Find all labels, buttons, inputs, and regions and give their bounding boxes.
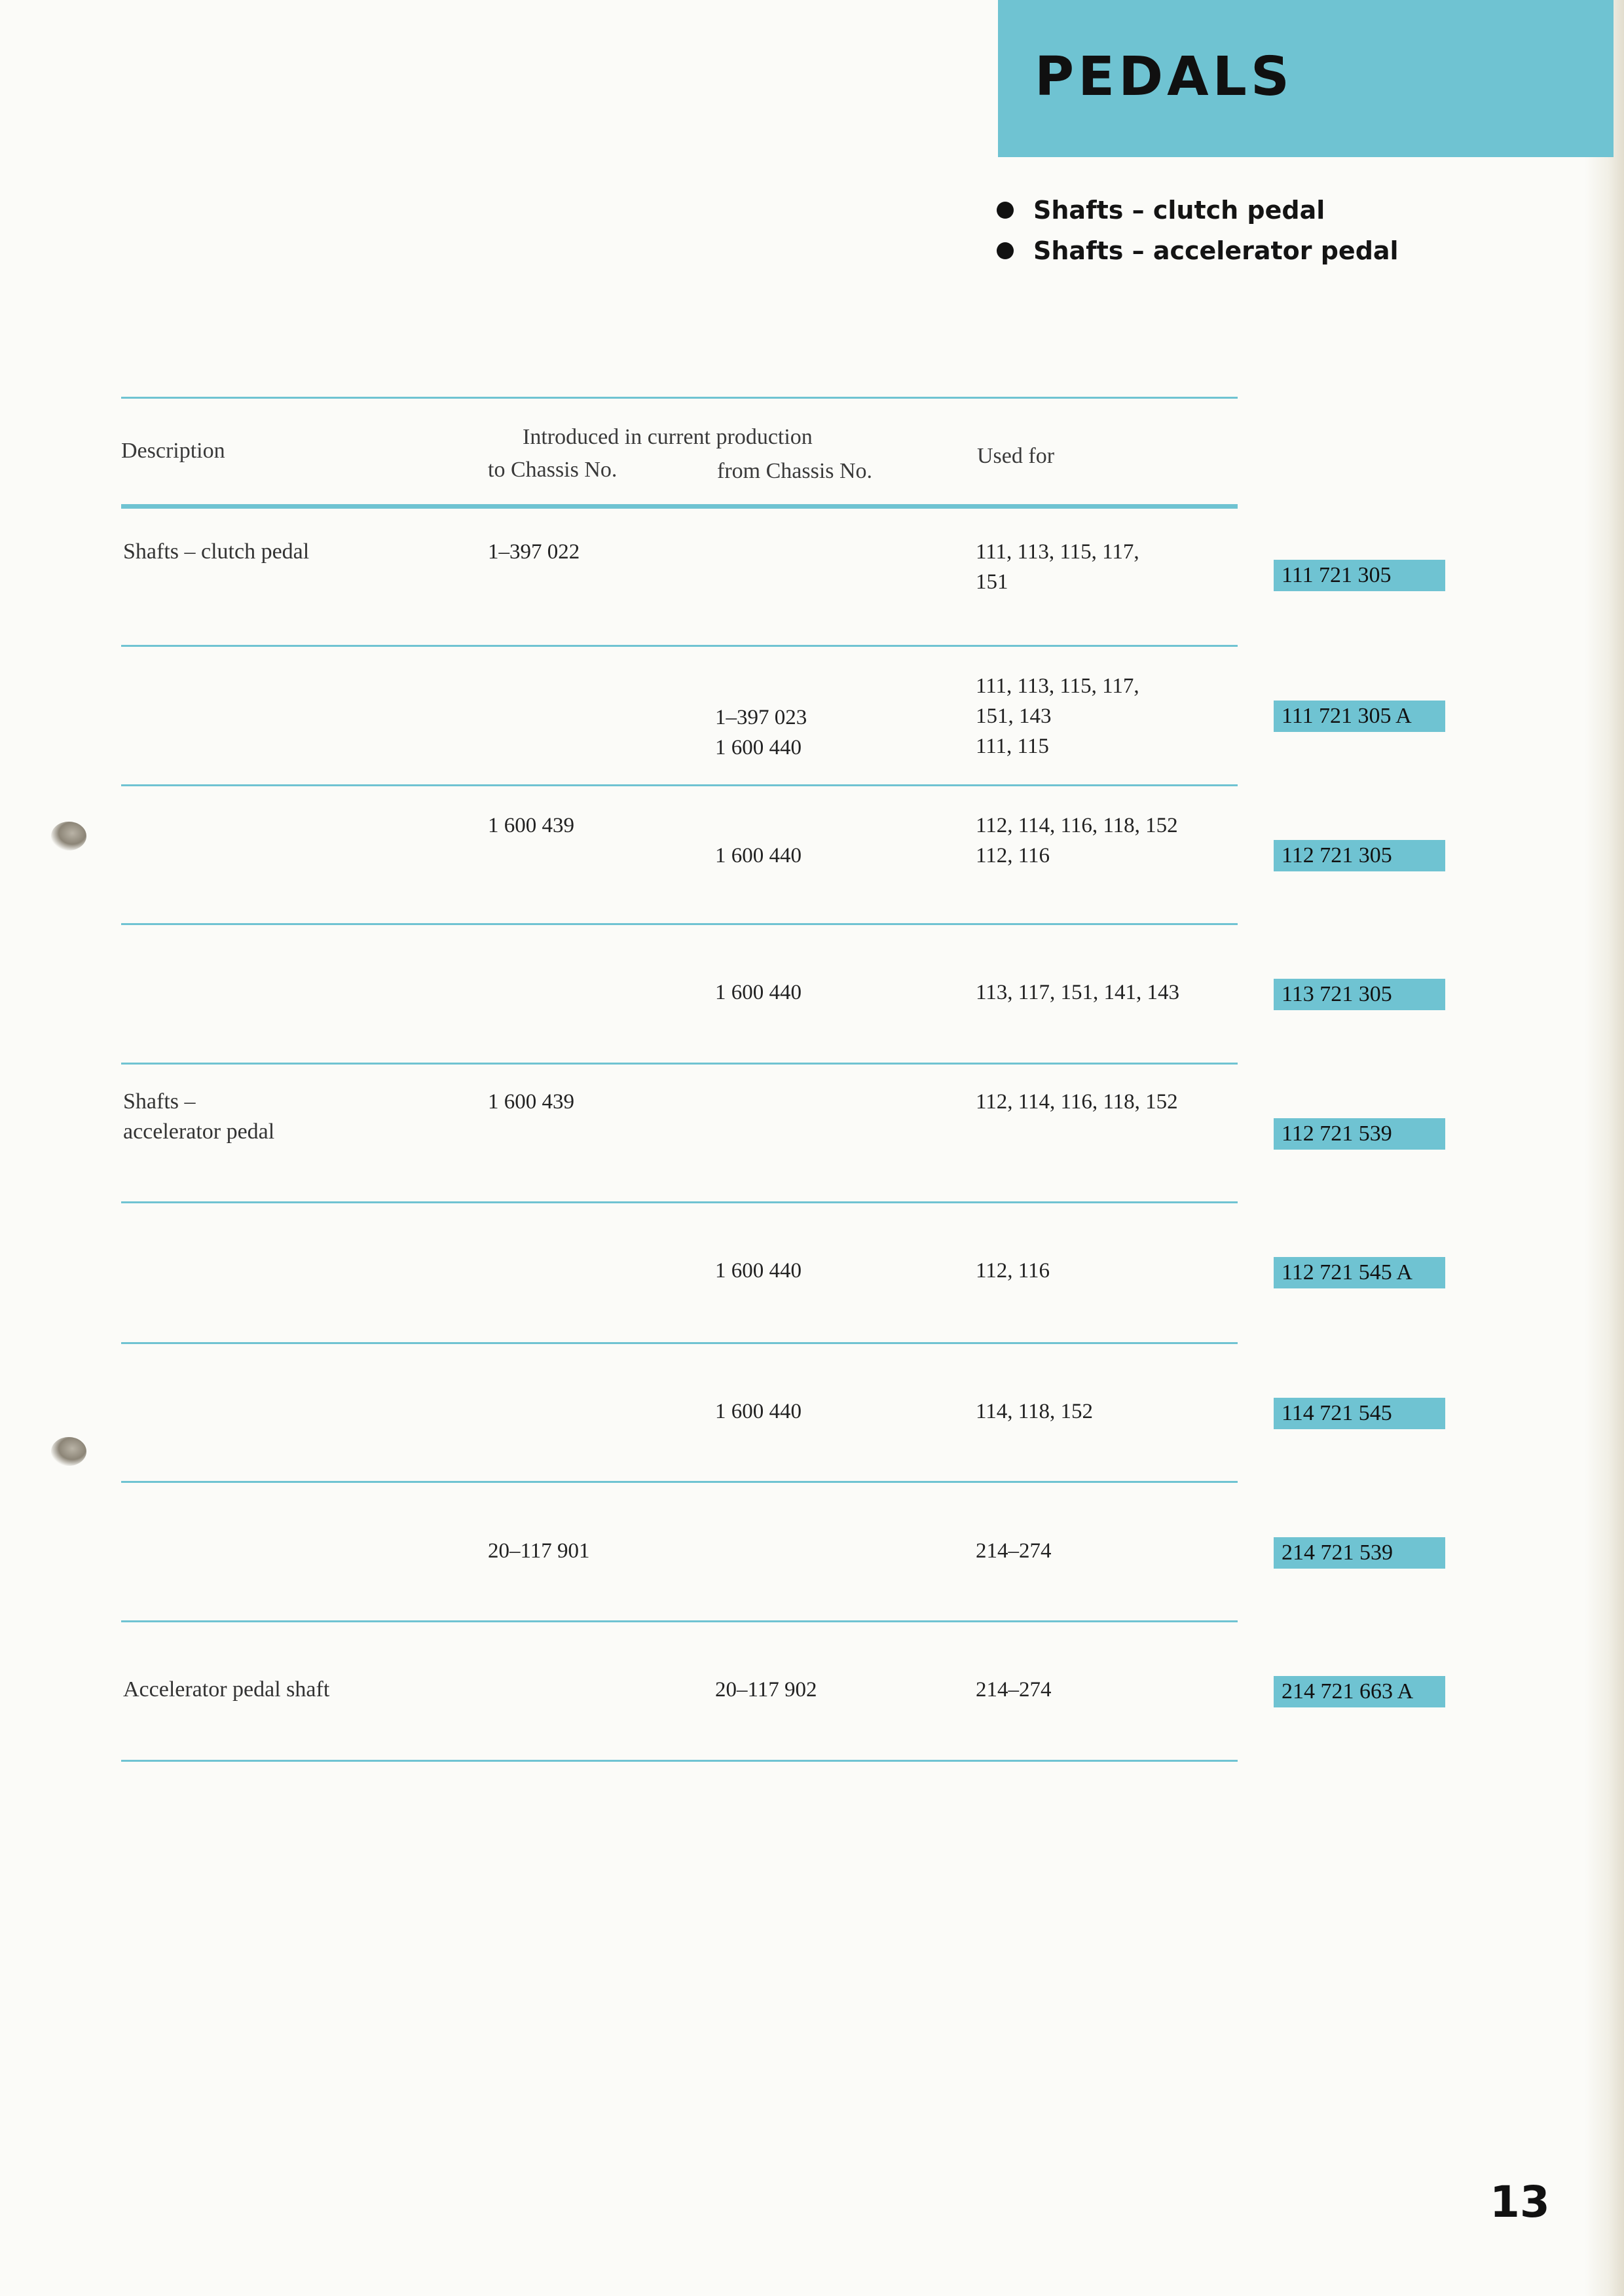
used-for-cell: 112, 114, 116, 118, 152 — [976, 814, 1178, 837]
from-chassis-cell: 1 600 440 — [715, 1400, 802, 1423]
bullet-item — [997, 190, 1399, 230]
from-chassis-cell: 1 600 440 — [715, 844, 802, 867]
part-number-badge: 114 721 545 — [1274, 1398, 1445, 1429]
table-header-rule — [121, 504, 1238, 509]
header-from-chassis: from Chassis No. — [717, 459, 873, 483]
part-number-badge: 111 721 305 A — [1274, 701, 1445, 732]
row-divider — [121, 1481, 1238, 1483]
description-cell: Accelerator pedal shaft — [123, 1677, 330, 1702]
from-chassis-cell: 1–397 023 — [715, 706, 807, 729]
used-for-cell: 112, 116 — [976, 844, 1050, 867]
description-cell: Shafts – — [123, 1089, 196, 1114]
part-number-badge: 112 721 539 — [1274, 1118, 1445, 1150]
header-description: Description — [121, 439, 225, 463]
from-chassis-cell: 1 600 440 — [715, 981, 802, 1004]
row-divider — [121, 1760, 1238, 1762]
bullet-list — [997, 190, 1399, 271]
header-to-chassis: to Chassis No. — [488, 458, 618, 482]
to-chassis-cell: 1 600 439 — [488, 1090, 574, 1114]
bullet-text: Shafts – clutch pedal — [1033, 196, 1325, 225]
bullet-text: Shafts – accelerator pedal — [1033, 236, 1399, 265]
part-number-badge: 214 721 539 — [1274, 1537, 1445, 1569]
bullet-dot-icon — [997, 242, 1014, 259]
part-number-badge: 112 721 305 — [1274, 840, 1445, 871]
used-for-cell: 111, 113, 115, 117, — [976, 674, 1139, 698]
used-for-cell: 112, 116 — [976, 1259, 1050, 1283]
page-title: PEDALS — [1035, 46, 1293, 108]
used-for-cell: 113, 117, 151, 141, 143 — [976, 981, 1180, 1004]
row-divider — [121, 784, 1238, 786]
description-cell: Shafts – clutch pedal — [123, 539, 310, 564]
row-divider — [121, 1063, 1238, 1065]
used-for-cell: 214–274 — [976, 1539, 1052, 1563]
header-used-for: Used for — [977, 444, 1055, 468]
page-number: 13 — [1490, 2177, 1550, 2227]
punch-hole — [51, 822, 86, 850]
used-for-cell: 214–274 — [976, 1678, 1052, 1702]
header-introduced: Introduced in current production — [523, 425, 813, 449]
description-cell: accelerator pedal — [123, 1120, 275, 1144]
part-number-badge: 113 721 305 — [1274, 979, 1445, 1010]
bullet-item — [997, 230, 1399, 271]
row-divider — [121, 923, 1238, 925]
from-chassis-cell: 1 600 440 — [715, 736, 802, 759]
bullet-dot-icon — [997, 202, 1014, 219]
row-divider — [121, 1342, 1238, 1344]
part-number-badge: 111 721 305 — [1274, 560, 1445, 591]
row-divider — [121, 1201, 1238, 1203]
part-number-badge: 214 721 663 A — [1274, 1676, 1445, 1707]
punch-hole — [51, 1437, 86, 1466]
table-top-rule — [121, 397, 1238, 399]
row-divider — [121, 645, 1238, 647]
used-for-cell: 151 — [976, 570, 1008, 594]
used-for-cell: 111, 115 — [976, 735, 1049, 758]
to-chassis-cell: 1–397 022 — [488, 540, 580, 564]
part-number-badge: 112 721 545 A — [1274, 1257, 1445, 1288]
page-edge — [1585, 0, 1624, 2296]
from-chassis-cell: 20–117 902 — [715, 1678, 817, 1702]
used-for-cell: 151, 143 — [976, 704, 1052, 728]
used-for-cell: 111, 113, 115, 117, — [976, 540, 1139, 564]
row-divider — [121, 1620, 1238, 1622]
used-for-cell: 114, 118, 152 — [976, 1400, 1094, 1423]
to-chassis-cell: 20–117 901 — [488, 1539, 590, 1563]
used-for-cell: 112, 114, 116, 118, 152 — [976, 1090, 1178, 1114]
from-chassis-cell: 1 600 440 — [715, 1259, 802, 1283]
to-chassis-cell: 1 600 439 — [488, 814, 574, 837]
